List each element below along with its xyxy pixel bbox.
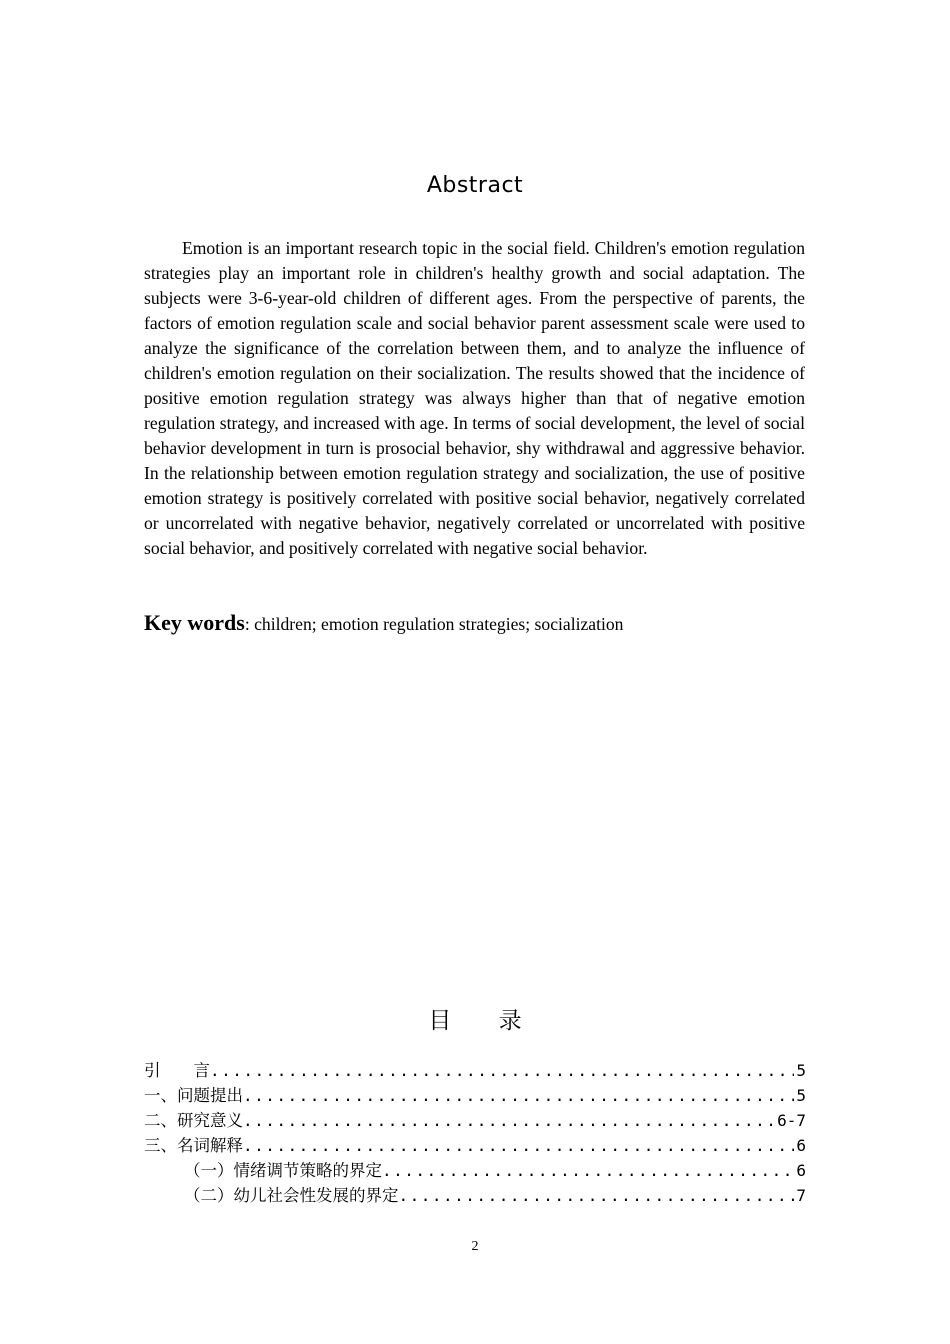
toc-entry-label: 一、问题提出 [144, 1086, 243, 1105]
toc-entry-label: （一）情绪调节策略的界定 [184, 1161, 382, 1180]
toc-entry-page: 5 [796, 1061, 806, 1080]
keywords-line [144, 609, 844, 638]
toc-entry-problem-statement[interactable] [144, 1083, 806, 1108]
toc-entry-label: （二）幼儿社会性发展的界定 [184, 1186, 399, 1205]
toc-entry-emotion-regulation-definition[interactable] [144, 1158, 806, 1183]
abstract-heading: Abstract [426, 173, 524, 198]
table-of-contents [144, 1058, 806, 1208]
keywords-text: : children; emotion regulation strategies; socialization [244, 614, 624, 634]
toc-entry-label: 三、名词解释 [144, 1136, 243, 1155]
toc-entry-page: 6 [796, 1136, 806, 1155]
toc-leader-dots [210, 1058, 794, 1083]
toc-entry-research-significance[interactable] [144, 1108, 806, 1133]
toc-entry-introduction[interactable] [144, 1058, 806, 1083]
toc-heading: 目 录 [428, 1008, 522, 1034]
keywords-label: Key words [144, 610, 245, 635]
toc-entry-social-development-definition[interactable] [144, 1183, 806, 1208]
toc-leader-dots [382, 1158, 794, 1183]
toc-entry-page: 6 [796, 1161, 806, 1180]
toc-entry-label: 二、研究意义 [144, 1111, 243, 1130]
toc-leader-dots [399, 1183, 795, 1208]
toc-entry-page: 5 [796, 1086, 806, 1105]
page-number: 2 [471, 1239, 479, 1254]
toc-leader-dots [243, 1133, 794, 1158]
toc-leader-dots [243, 1083, 794, 1108]
toc-entry-label: 引 言 [144, 1061, 210, 1080]
abstract-body: Emotion is an important research topic in the social field. Children's emotion regulation strategies play an important role in children's healthy growth and social adaptation. The subjects were 3-6-year-old children of different ages. From the perspective of parents, the factors of emotion regulation scale and social behavior parent assessment scale were used to analyze the significance of the correlation between them, and to analyze the influence of children's emotion regulation on their socialization. The results showed that the incidence of positive emotion regulation strategy was always higher than that of negative emotion regulation strategy, and increased with age. In terms of social development, the level of social behavior development in turn is prosocial behavior, shy withdrawal and aggressive behavior. In the relationship between emotion regulation strategy and socialization, the use of positive emotion strategy is positively correlated with positive social behavior, negatively correlated or uncorrelated with negative behavior, negatively correlated or uncorrelated with positive social behavior, and positively correlated with negative social behavior. [144, 238, 805, 558]
toc-entry-page: 6-7 [777, 1111, 806, 1130]
toc-leader-dots [243, 1108, 775, 1133]
toc-entry-page: 7 [796, 1186, 806, 1205]
toc-entry-term-definitions[interactable] [144, 1133, 806, 1158]
